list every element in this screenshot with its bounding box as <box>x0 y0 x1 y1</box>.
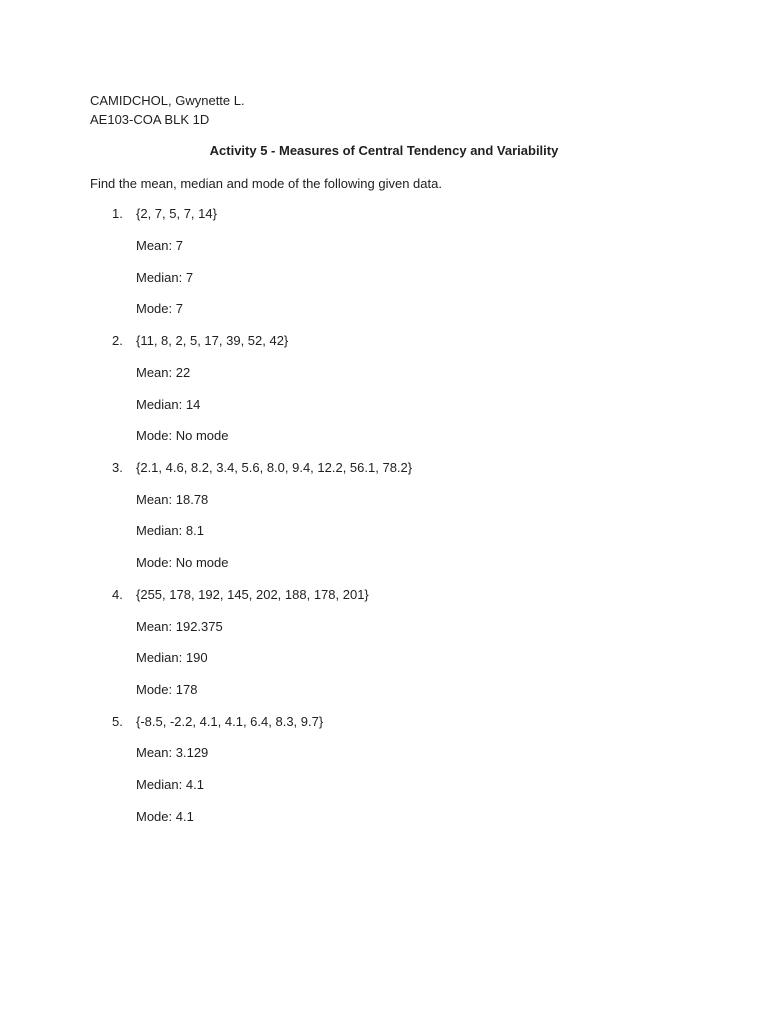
problem-4-median: Median: 190 <box>136 650 208 665</box>
problem-4-data-set: {255, 178, 192, 145, 202, 188, 178, 201} <box>136 587 369 602</box>
problem-1-data-set: {2, 7, 5, 7, 14} <box>136 206 217 221</box>
problem-5-mode: Mode: 4.1 <box>136 809 194 824</box>
student-name: CAMIDCHOL, Gwynette L. <box>90 93 245 108</box>
problem-5-number: 5. <box>112 714 123 729</box>
problem-3-mean: Mean: 18.78 <box>136 492 209 507</box>
problem-4-mean: Mean: 192.375 <box>136 619 223 634</box>
problem-1-mode: Mode: 7 <box>136 301 183 316</box>
problem-1-number: 1. <box>112 206 123 221</box>
course-section: AE103-COA BLK 1D <box>90 112 210 127</box>
problem-3-data-set: {2.1, 4.6, 8.2, 3.4, 5.6, 8.0, 9.4, 12.2, 56.1, 78.2} <box>136 460 413 475</box>
problem-1-mean: Mean: 7 <box>136 238 183 253</box>
problem-5-mean: Mean: 3.129 <box>136 745 209 760</box>
problem-2-median: Median: 14 <box>136 397 201 412</box>
activity-title: Activity 5 - Measures of Central Tendency and Variability <box>209 143 559 158</box>
problem-3-median: Median: 8.1 <box>136 523 204 538</box>
problem-1-median: Median: 7 <box>136 270 194 285</box>
problem-5-median: Median: 4.1 <box>136 777 204 792</box>
problem-4-mode: Mode: 178 <box>136 682 198 697</box>
problem-3-mode: Mode: No mode <box>136 555 229 570</box>
problem-2-mode: Mode: No mode <box>136 428 229 443</box>
problem-4-number: 4. <box>112 587 123 602</box>
problem-2-data-set: {11, 8, 2, 5, 17, 39, 52, 42} <box>136 333 289 348</box>
problem-3-number: 3. <box>112 460 123 475</box>
instructions: Find the mean, median and mode of the following given data. <box>90 176 442 191</box>
problem-2-mean: Mean: 22 <box>136 365 191 380</box>
problem-5-data-set: {-8.5, -2.2, 4.1, 4.1, 6.4, 8.3, 9.7} <box>136 714 324 729</box>
problem-2-number: 2. <box>112 333 123 348</box>
